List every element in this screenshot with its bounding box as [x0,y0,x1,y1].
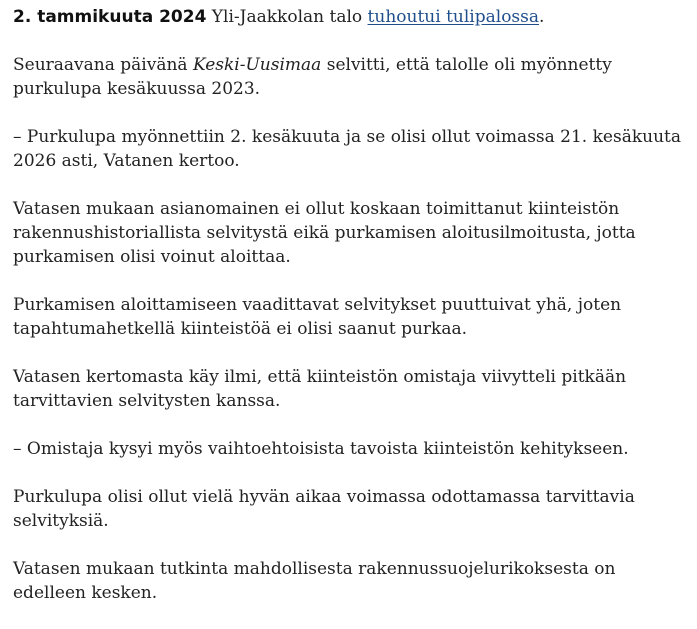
event-date: 2. tammikuuta 2024 [13,7,207,27]
publication-name: Keski-Uusimaa [192,55,322,75]
paragraph-quote-permit: – Purkulupa myönnettiin 2. kesäkuuta ja se olisi ollut voimassa 21. kesäkuuta 2026 asti, Vatanen kertoo. [13,127,682,171]
fire-article-link[interactable]: tuhoutui tulipalossa [367,7,540,27]
paragraph-demolition-not-allowed: Purkamisen aloittamiseen vaadittavat selvitykset puuttuivat yhä, joten tapahtumahetkellä kiinteistöä ei olisi saanut purkaa. [13,295,622,339]
article-body [13,5,683,629]
paragraph-missing-survey: Vatasen mukaan asianomainen ei ollut koskaan toimittanut kiinteistön rakennushistoriallista selvitystä eikä purkamisen aloitusilmoitusta, jotta purkamisen olisi voinut aloittaa. [13,199,636,267]
paragraph-owner-delay: Vatasen kertomasta käy ilmi, että kiinteistön omistaja viivytteli pitkään tarvittavien selvitysten kanssa. [13,367,627,411]
paragraph-permit-valid: Purkulupa olisi ollut vielä hyvän aikaa voimassa odottamassa tarvittavia selvityksiä. [13,487,635,531]
paragraph-text: selvitti, että talolle oli myönnetty purkulupa kesäkuussa 2023. [13,55,612,99]
paragraph-publication [13,53,683,101]
intro-period: . [539,7,545,27]
intro-text: Yli-Jaakkolan talo [206,7,368,27]
paragraph-investigation: Vatasen mukaan tutkinta mahdollisesta rakennussuojelurikoksesta on edelleen kesken. [13,559,616,603]
paragraph-text: Seuraavana päivänä [13,55,193,75]
paragraph-quote-owner: – Omistaja kysyi myös vaihtoehtoisista tavoista kiinteistön kehitykseen. [13,439,629,459]
intro-paragraph [13,5,683,29]
